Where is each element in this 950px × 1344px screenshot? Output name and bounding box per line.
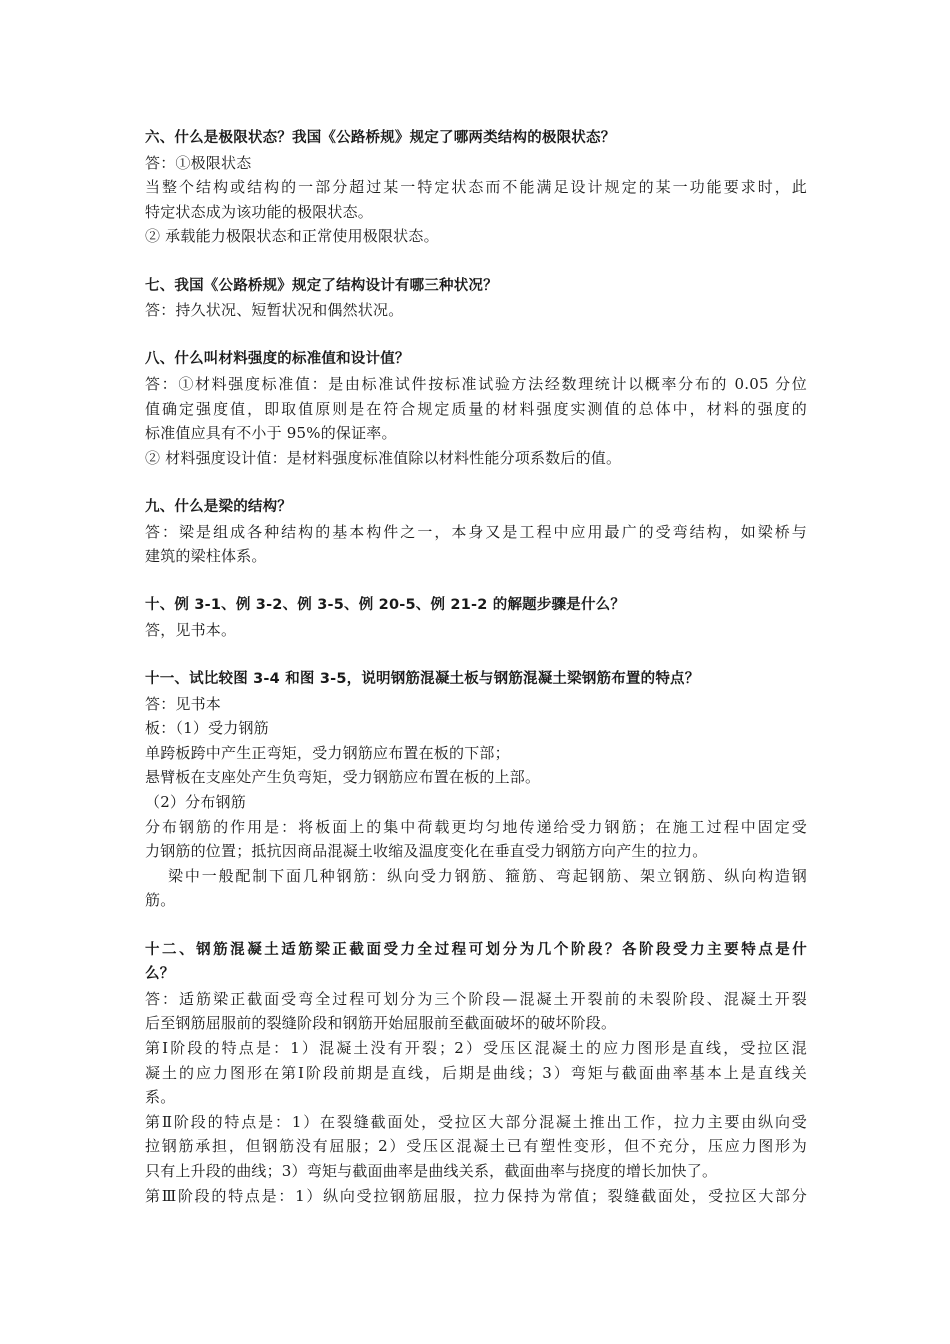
answer-line: 板：（1）受力钢筋 [145, 719, 269, 738]
document-page [145, 126, 807, 1208]
answer-line: 凝土的应力图形在第Ⅰ阶段前期是直线，后期是曲线；3）弯矩与截面曲率基本上是直线关 [145, 1063, 807, 1082]
answer-line: 答：见书本 [145, 694, 222, 713]
answer-line: 拉钢筋承担，但钢筋没有屈服；2）受压区混凝土已有塑性变形，但不充分，压应力图形为 [145, 1137, 807, 1156]
paragraph-gap [145, 569, 807, 594]
answer-line: 特定状态成为该功能的极限状态。 [145, 202, 374, 221]
question-heading-9: 九、什么是梁的结构？ [145, 498, 292, 515]
answer-line: 答：适筋梁正截面受弯全过程可划分为三个阶段—混凝土开裂前的未裂阶段、混凝土开裂 [145, 989, 807, 1008]
answer-line: 第Ⅱ阶段的特点是：1）在裂缝截面处，受拉区大部分混凝土推出工作，拉力主要由纵向受 [145, 1112, 807, 1131]
answer-line: 只有上升段的曲线；3）弯矩与截面曲率是曲线关系，截面曲率与挠度的增长加快了。 [145, 1161, 718, 1180]
answer-line: 答：①极限状态 [145, 153, 252, 172]
answer-line: 第Ⅲ阶段的特点是：1）纵向受拉钢筋屈服，拉力保持为常值；裂缝截面处，受拉区大部分 [145, 1186, 807, 1205]
answer-line: 值确定强度值，即取值原则是在符合规定质量的材料强度实测值的总体中，材料的强度的 [145, 399, 807, 418]
answer-line: 系。 [145, 1088, 176, 1107]
paragraph-gap [145, 913, 807, 938]
question-heading-8: 八、什么叫材料强度的标准值和设计值？ [145, 351, 410, 368]
paragraph-gap [145, 642, 807, 667]
answer-line: 单跨板跨中产生正弯矩，受力钢筋应布置在板的下部； [145, 743, 510, 762]
answer-line: 答：梁是组成各种结构的基本构件之一，本身又是工程中应用最广的受弯结构，如梁桥与 [145, 522, 807, 541]
question-heading-12-cont: 么？ [145, 966, 175, 983]
answer-line: 第Ⅰ阶段的特点是：1）混凝土没有开裂；2）受压区混凝土的应力图形是直线，受拉区混 [145, 1038, 807, 1057]
answer-line: 答：持久状况、短暂状况和偶然状况。 [145, 301, 404, 320]
answer-line: 当整个结构或结构的一部分超过某一特定状态而不能满足设计规定的某一功能要求时，此 [145, 178, 807, 197]
answer-line: 建筑的梁柱体系。 [145, 547, 267, 566]
question-heading-7: 七、我国《公路桥规》规定了结构设计有哪三种状况？ [145, 277, 498, 294]
question-heading-10: 十、例 3-1、例 3-2、例 3-5、例 20-5、例 21-2 的解题步骤是什么？ [145, 597, 626, 614]
answer-line: 力钢筋的位置；抵抗因商品混凝土收缩及温度变化在垂直受力钢筋方向产生的拉力。 [145, 842, 708, 861]
question-heading-12: 十二、钢筋混凝土适筋梁正截面受力全过程可划分为几个阶段？各阶段受力主要特点是什 [145, 941, 807, 958]
question-heading-11: 十一、试比较图 3-4 和图 3-5，说明钢筋混凝土板与钢筋混凝土梁钢筋布置的特点？ [145, 671, 700, 688]
answer-line: 标准值应具有不小于 95%的保证率。 [145, 424, 397, 443]
question-heading-6: 六、什么是极限状态？我国《公路桥规》规定了哪两类结构的极限状态？ [145, 130, 616, 146]
answer-line: ② 材料强度设计值：是材料强度标准值除以材料性能分项系数后的值。 [145, 448, 622, 467]
answer-line: 梁中一般配制下面几种钢筋：纵向受力钢筋、箍筋、弯起钢筋、架立钢筋、纵向构造钢 [168, 866, 807, 885]
answer-line: 分布钢筋的作用是：将板面上的集中荷载更均匀地传递给受力钢筋；在施工过程中固定受 [145, 817, 807, 836]
answer-line: （2）分布钢筋 [145, 793, 246, 812]
paragraph-gap [145, 470, 807, 495]
answer-line: 答，见书本。 [145, 620, 237, 639]
paragraph-gap [145, 323, 807, 348]
answer-line: 筋。 [145, 891, 176, 910]
paragraph-gap [145, 249, 807, 274]
answer-line: 后至钢筋屈服前的裂缝阶段和钢筋开始屈服前至截面破坏的破坏阶段。 [145, 1014, 617, 1033]
answer-line: 悬臂板在支座处产生负弯矩，受力钢筋应布置在板的上部。 [145, 768, 541, 787]
answer-line: ② 承载能力极限状态和正常使用极限状态。 [145, 227, 439, 246]
answer-line: 答：①材料强度标准值：是由标准试件按标准试验方法经数理统计以概率分布的 0.05 分位 [145, 374, 807, 393]
